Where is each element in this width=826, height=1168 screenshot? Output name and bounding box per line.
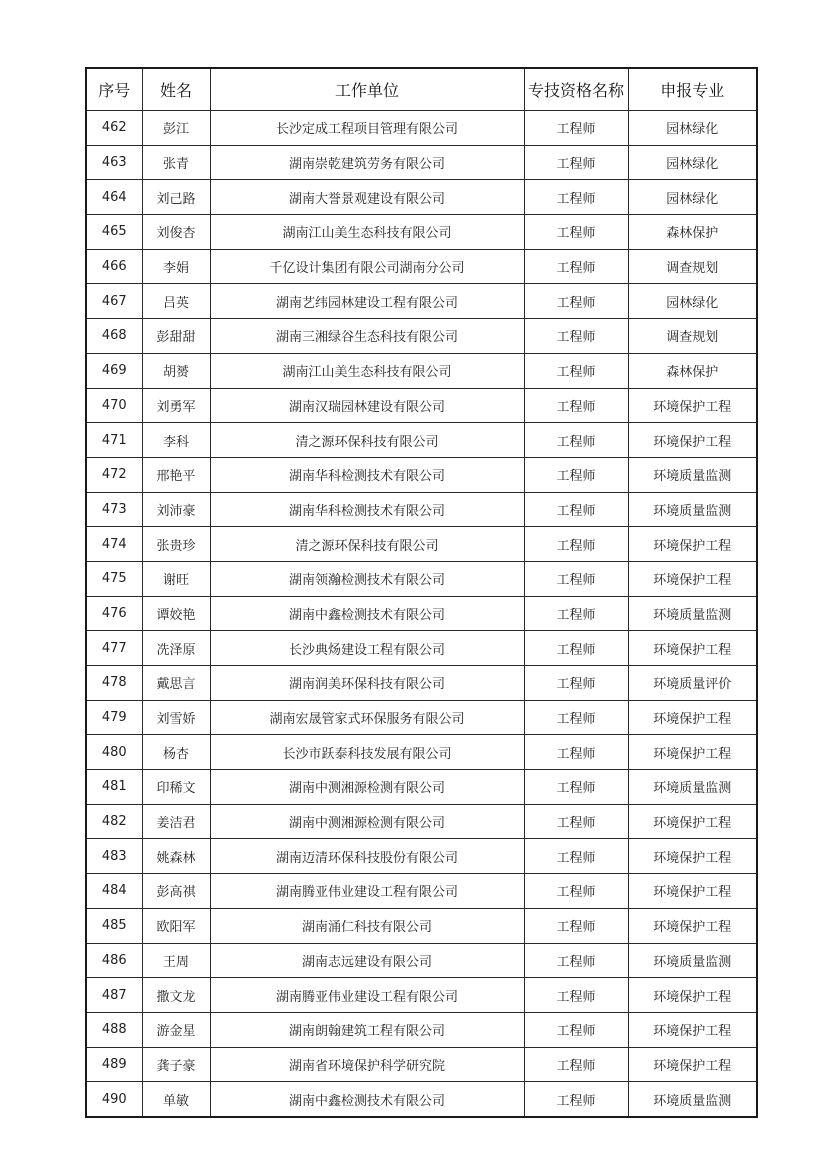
header-serial-number: 序号: [86, 68, 142, 111]
cell-major: 环境质量监测: [628, 492, 757, 527]
cell-name: 游金星: [142, 1012, 210, 1047]
cell-major: 环境保护工程: [628, 908, 757, 943]
cell-major: 环境保护工程: [628, 388, 757, 423]
cell-major: 环境质量评价: [628, 666, 757, 701]
cell-qualification: 工程师: [524, 145, 628, 180]
cell-work-unit: 长沙市跃泰科技发展有限公司: [210, 735, 524, 770]
cell-work-unit: 湖南领瀚检测技术有限公司: [210, 561, 524, 596]
cell-work-unit: 湖南中鑫检测技术有限公司: [210, 1082, 524, 1117]
cell-qualification: 工程师: [524, 215, 628, 250]
cell-serial-number: 463: [86, 145, 142, 180]
cell-serial-number: 471: [86, 423, 142, 458]
cell-major: 环境质量监测: [628, 457, 757, 492]
cell-work-unit: 湖南宏晟管家式环保服务有限公司: [210, 700, 524, 735]
header-work-unit: 工作单位: [210, 68, 524, 111]
table-row: [86, 770, 757, 805]
cell-work-unit: 清之源环保科技有限公司: [210, 527, 524, 562]
table-row: [86, 145, 757, 180]
table-row: [86, 908, 757, 943]
cell-qualification: 工程师: [524, 249, 628, 284]
cell-name: 刘己路: [142, 180, 210, 215]
cell-work-unit: 长沙定成工程项目管理有限公司: [210, 111, 524, 146]
cell-serial-number: 462: [86, 111, 142, 146]
cell-major: 环境保护工程: [628, 978, 757, 1013]
cell-qualification: 工程师: [524, 561, 628, 596]
cell-serial-number: 473: [86, 492, 142, 527]
cell-work-unit: 湖南江山美生态科技有限公司: [210, 215, 524, 250]
cell-qualification: 工程师: [524, 770, 628, 805]
cell-qualification: 工程师: [524, 631, 628, 666]
cell-work-unit: 湖南三湘绿谷生态科技有限公司: [210, 319, 524, 354]
cell-qualification: 工程师: [524, 353, 628, 388]
cell-qualification: 工程师: [524, 1082, 628, 1117]
cell-qualification: 工程师: [524, 180, 628, 215]
table-row: [86, 700, 757, 735]
applicant-table: [85, 67, 758, 1118]
cell-qualification: 工程师: [524, 943, 628, 978]
cell-major: 环境保护工程: [628, 839, 757, 874]
table-row: [86, 666, 757, 701]
cell-work-unit: 湖南迈清环保科技股份有限公司: [210, 839, 524, 874]
cell-qualification: 工程师: [524, 839, 628, 874]
table-row: [86, 180, 757, 215]
cell-qualification: 工程师: [524, 978, 628, 1013]
cell-name: 姜洁君: [142, 804, 210, 839]
header-qualification: 专技资格名称: [524, 68, 628, 111]
cell-work-unit: 长沙典炀建设工程有限公司: [210, 631, 524, 666]
cell-work-unit: 湖南省环境保护科学研究院: [210, 1047, 524, 1082]
table-row: [86, 561, 757, 596]
cell-major: 园林绿化: [628, 284, 757, 319]
cell-major: 环境保护工程: [628, 631, 757, 666]
table-row: [86, 1082, 757, 1117]
cell-name: 李科: [142, 423, 210, 458]
cell-name: 欧阳军: [142, 908, 210, 943]
cell-qualification: 工程师: [524, 804, 628, 839]
cell-serial-number: 478: [86, 666, 142, 701]
cell-major: 环境保护工程: [628, 561, 757, 596]
cell-serial-number: 480: [86, 735, 142, 770]
cell-qualification: 工程师: [524, 457, 628, 492]
cell-major: 园林绿化: [628, 180, 757, 215]
cell-work-unit: 湖南大誉景观建设有限公司: [210, 180, 524, 215]
table-row: [86, 631, 757, 666]
cell-work-unit: 湖南华科检测技术有限公司: [210, 492, 524, 527]
cell-qualification: 工程师: [524, 666, 628, 701]
cell-major: 环境质量监测: [628, 1082, 757, 1117]
cell-name: 彭高祺: [142, 874, 210, 909]
cell-major: 环境保护工程: [628, 423, 757, 458]
cell-major: 环境质量监测: [628, 596, 757, 631]
header-name: 姓名: [142, 68, 210, 111]
table-row: [86, 111, 757, 146]
cell-major: 环境保护工程: [628, 804, 757, 839]
cell-serial-number: 483: [86, 839, 142, 874]
cell-serial-number: 469: [86, 353, 142, 388]
cell-name: 戴思言: [142, 666, 210, 701]
table-row: [86, 249, 757, 284]
cell-major: 环境保护工程: [628, 874, 757, 909]
table-header-row: [86, 68, 757, 111]
cell-serial-number: 464: [86, 180, 142, 215]
cell-qualification: 工程师: [524, 1047, 628, 1082]
cell-name: 单敏: [142, 1082, 210, 1117]
cell-major: 园林绿化: [628, 111, 757, 146]
cell-name: 龚子豪: [142, 1047, 210, 1082]
cell-name: 刘俊杏: [142, 215, 210, 250]
cell-work-unit: 湖南腾亚伟业建设工程有限公司: [210, 978, 524, 1013]
cell-serial-number: 484: [86, 874, 142, 909]
cell-major: 环境质量监测: [628, 770, 757, 805]
cell-major: 环境质量监测: [628, 943, 757, 978]
cell-serial-number: 486: [86, 943, 142, 978]
cell-name: 李娟: [142, 249, 210, 284]
cell-serial-number: 468: [86, 319, 142, 354]
cell-qualification: 工程师: [524, 111, 628, 146]
cell-name: 刘勇军: [142, 388, 210, 423]
cell-work-unit: 千亿设计集团有限公司湖南分公司: [210, 249, 524, 284]
cell-work-unit: 湖南汉瑞园林建设有限公司: [210, 388, 524, 423]
cell-serial-number: 465: [86, 215, 142, 250]
cell-qualification: 工程师: [524, 388, 628, 423]
cell-name: 刘雪娇: [142, 700, 210, 735]
cell-work-unit: 湖南涌仁科技有限公司: [210, 908, 524, 943]
table-row: [86, 596, 757, 631]
table-row: [86, 457, 757, 492]
cell-qualification: 工程师: [524, 284, 628, 319]
cell-major: 环境保护工程: [628, 1012, 757, 1047]
cell-qualification: 工程师: [524, 596, 628, 631]
cell-name: 撒文龙: [142, 978, 210, 1013]
cell-major: 调查规划: [628, 249, 757, 284]
cell-work-unit: 湖南志远建设有限公司: [210, 943, 524, 978]
cell-serial-number: 479: [86, 700, 142, 735]
cell-serial-number: 466: [86, 249, 142, 284]
cell-name: 彭江: [142, 111, 210, 146]
cell-name: 印稀文: [142, 770, 210, 805]
cell-name: 彭甜甜: [142, 319, 210, 354]
cell-name: 冼泽原: [142, 631, 210, 666]
cell-name: 杨杏: [142, 735, 210, 770]
cell-serial-number: 485: [86, 908, 142, 943]
cell-major: 环境保护工程: [628, 735, 757, 770]
table-row: [86, 943, 757, 978]
table-row: [86, 1047, 757, 1082]
cell-major: 环境保护工程: [628, 527, 757, 562]
cell-name: 张青: [142, 145, 210, 180]
cell-work-unit: 湖南润美环保科技有限公司: [210, 666, 524, 701]
cell-major: 园林绿化: [628, 145, 757, 180]
table-row: [86, 423, 757, 458]
cell-serial-number: 470: [86, 388, 142, 423]
table-row: [86, 284, 757, 319]
cell-major: 调查规划: [628, 319, 757, 354]
cell-qualification: 工程师: [524, 492, 628, 527]
cell-major: 森林保护: [628, 215, 757, 250]
table-row: [86, 874, 757, 909]
cell-work-unit: 湖南腾亚伟业建设工程有限公司: [210, 874, 524, 909]
table-row: [86, 353, 757, 388]
cell-serial-number: 467: [86, 284, 142, 319]
table-row: [86, 1012, 757, 1047]
table-row: [86, 978, 757, 1013]
table-row: [86, 735, 757, 770]
cell-name: 张贵珍: [142, 527, 210, 562]
table-row: [86, 319, 757, 354]
cell-name: 吕英: [142, 284, 210, 319]
cell-major: 森林保护: [628, 353, 757, 388]
cell-serial-number: 477: [86, 631, 142, 666]
cell-qualification: 工程师: [524, 527, 628, 562]
cell-qualification: 工程师: [524, 1012, 628, 1047]
cell-serial-number: 489: [86, 1047, 142, 1082]
cell-name: 谢旺: [142, 561, 210, 596]
table-row: [86, 804, 757, 839]
cell-work-unit: 湖南崇乾建筑劳务有限公司: [210, 145, 524, 180]
cell-qualification: 工程师: [524, 735, 628, 770]
cell-serial-number: 490: [86, 1082, 142, 1117]
cell-qualification: 工程师: [524, 908, 628, 943]
cell-name: 谭姣艳: [142, 596, 210, 631]
cell-serial-number: 475: [86, 561, 142, 596]
cell-work-unit: 湖南中鑫检测技术有限公司: [210, 596, 524, 631]
cell-serial-number: 476: [86, 596, 142, 631]
cell-work-unit: 湖南艺纬园林建设工程有限公司: [210, 284, 524, 319]
cell-work-unit: 湖南江山美生态科技有限公司: [210, 353, 524, 388]
cell-work-unit: 湖南华科检测技术有限公司: [210, 457, 524, 492]
cell-name: 刘沛豪: [142, 492, 210, 527]
cell-name: 姚森林: [142, 839, 210, 874]
cell-work-unit: 清之源环保科技有限公司: [210, 423, 524, 458]
cell-serial-number: 482: [86, 804, 142, 839]
cell-work-unit: 湖南中测湘源检测有限公司: [210, 804, 524, 839]
cell-qualification: 工程师: [524, 423, 628, 458]
table-row: [86, 388, 757, 423]
cell-serial-number: 488: [86, 1012, 142, 1047]
cell-major: 环境保护工程: [628, 700, 757, 735]
cell-major: 环境保护工程: [628, 1047, 757, 1082]
table-body: [86, 111, 757, 1117]
cell-work-unit: 湖南中测湘源检测有限公司: [210, 770, 524, 805]
cell-serial-number: 474: [86, 527, 142, 562]
table-row: [86, 492, 757, 527]
cell-qualification: 工程师: [524, 874, 628, 909]
cell-serial-number: 481: [86, 770, 142, 805]
cell-serial-number: 472: [86, 457, 142, 492]
cell-name: 胡赟: [142, 353, 210, 388]
cell-qualification: 工程师: [524, 700, 628, 735]
cell-work-unit: 湖南朗翰建筑工程有限公司: [210, 1012, 524, 1047]
header-major: 申报专业: [628, 68, 757, 111]
table-row: [86, 527, 757, 562]
cell-qualification: 工程师: [524, 319, 628, 354]
cell-name: 邢艳平: [142, 457, 210, 492]
cell-serial-number: 487: [86, 978, 142, 1013]
table-row: [86, 839, 757, 874]
cell-name: 王周: [142, 943, 210, 978]
table-row: [86, 215, 757, 250]
